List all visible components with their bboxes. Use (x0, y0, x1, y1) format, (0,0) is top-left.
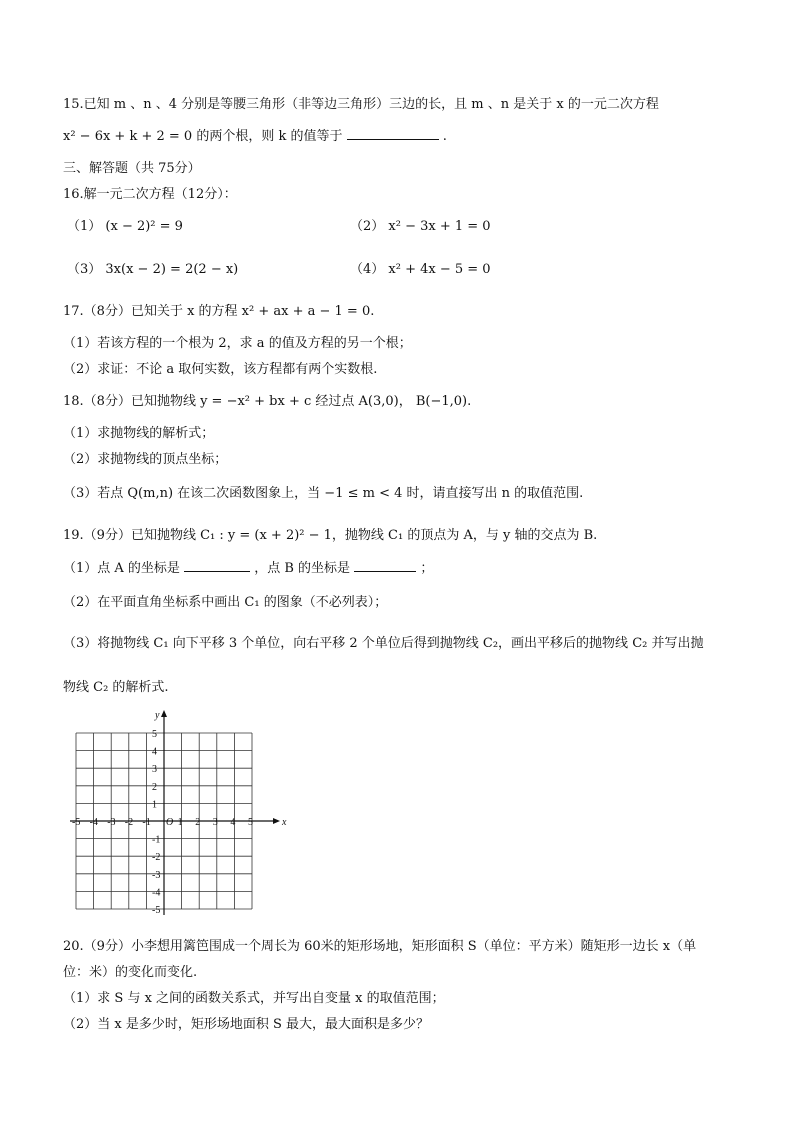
q15-line1: 15.已知 m 、n 、4 分别是等腰三角形（非等边三角形）三边的长，且 m 、n 是关于 x 的一元二次方程 (63, 97, 659, 112)
y-tick-label: 5 (152, 729, 157, 740)
q20-title: 20.（9分）小李想用篱笆围成一个周长为 60米的矩形场地，矩形面积 S（单位：平方米）随矩形一边长 x（单 (63, 939, 697, 954)
q16-title: 16.解一元二次方程（12分）： (63, 187, 237, 202)
q19-answer-blank-a[interactable] (184, 559, 250, 572)
coordinate-grid (62, 707, 302, 922)
y-tick-label: 3 (152, 764, 157, 776)
y-tick-label: 4 (152, 746, 157, 758)
x-axis-arrow (273, 818, 280, 824)
y-tick-label: -2 (152, 852, 161, 864)
y-tick-label: 2 (152, 781, 157, 793)
q19-part1-b: ，点 B 的坐标是 (254, 561, 351, 576)
q19-part3-cont: 物线 C₂ 的解析式. (63, 680, 169, 695)
q16-part2: （2） x² − 3x + 1 = 0 (350, 219, 491, 234)
q19-answer-blank-b[interactable] (354, 559, 416, 572)
coordinate-grid-svg (62, 707, 302, 922)
q15-line2 (63, 125, 447, 144)
q17-part2: （2）求证：不论 a 取何实数，该方程都有两个实数根. (63, 362, 378, 377)
x-tick-label: -4 (89, 817, 98, 828)
q20-title-cont: 位：米）的变化而变化. (63, 965, 198, 980)
q15-answer-blank[interactable] (347, 127, 439, 140)
x-tick-label: -3 (107, 817, 116, 828)
q16-part1: （1） (x − 2)² = 9 (67, 219, 183, 234)
q19-part1-c: ； (420, 561, 434, 576)
x-tick-label: 1 (177, 817, 183, 828)
q19-part1 (63, 557, 433, 576)
q19-part3: （3）将抛物线 C₁ 向下平移 3 个单位，向右平移 2 个单位后得到抛物线 C₂，画出平移后的抛物线 C₂ 并写出抛 (63, 636, 704, 651)
x-axis-label: x (282, 817, 287, 828)
q19-part1-a: （1）点 A 的坐标是 (63, 561, 180, 576)
x-tick-label: 4 (230, 817, 236, 828)
x-tick-label: -5 (72, 817, 81, 828)
q16-part4: （4） x² + 4x − 5 = 0 (350, 262, 491, 277)
y-axis-arrow (161, 710, 167, 717)
y-tick-label: 1 (152, 799, 157, 811)
q18-part3: （3）若点 Q(m,n) 在该二次函数图象上，当 −1 ≤ m < 4 时，请直接写出 n 的取值范围. (63, 486, 584, 501)
q17-title: 17.（8分）已知关于 x 的方程 x² + ax + a − 1 = 0. (63, 304, 375, 319)
x-tick-label: -2 (124, 817, 134, 828)
q19-title: 19.（9分）已知抛物线 C₁ : y = (x + 2)² − 1，抛物线 C₁ 的顶点为 A，与 y 轴的交点为 B. (63, 528, 598, 543)
section3-title: 三、解答题（共 75分） (63, 161, 201, 176)
q15-period: . (442, 129, 447, 144)
x-tick-label: 3 (212, 817, 218, 828)
q18-part2: （2）求抛物线的顶点坐标； (63, 452, 228, 467)
y-tick-label: -4 (152, 887, 161, 899)
q20-part2: （2）当 x 是多少时，矩形场地面积 S 最大，最大面积是多少？ (63, 1017, 430, 1032)
q16-part3: （3） 3x(x − 2) = 2(2 − x) (67, 262, 239, 277)
x-tick-label: 5 (248, 817, 253, 828)
q17-part1: （1）若该方程的一个根为 2，求 a 的值及方程的另一个根； (63, 336, 412, 351)
origin-label: O (166, 817, 174, 828)
y-axis-label: y (155, 710, 160, 721)
y-tick-label: -3 (152, 869, 161, 881)
q19-part2: （2）在平面直角坐标系中画出 C₁ 的图象（不必列表）； (63, 595, 388, 610)
q18-part1: （1）求抛物线的解析式； (63, 426, 215, 441)
y-tick-label: -5 (152, 905, 161, 916)
q20-part1: （1）求 S 与 x 之间的函数关系式，并写出自变量 x 的取值范围； (63, 991, 445, 1006)
y-tick-label: -1 (152, 834, 161, 846)
q18-title: 18.（8分）已知抛物线 y = −x² + bx + c 经过点 A(3,0)， B(−1,0). (63, 394, 472, 409)
q15-equation: x² − 6x + k + 2 = 0 的两个根，则 k 的值等于 (63, 129, 343, 144)
x-tick-label: -1 (142, 817, 151, 828)
x-tick-label: 2 (195, 817, 201, 828)
